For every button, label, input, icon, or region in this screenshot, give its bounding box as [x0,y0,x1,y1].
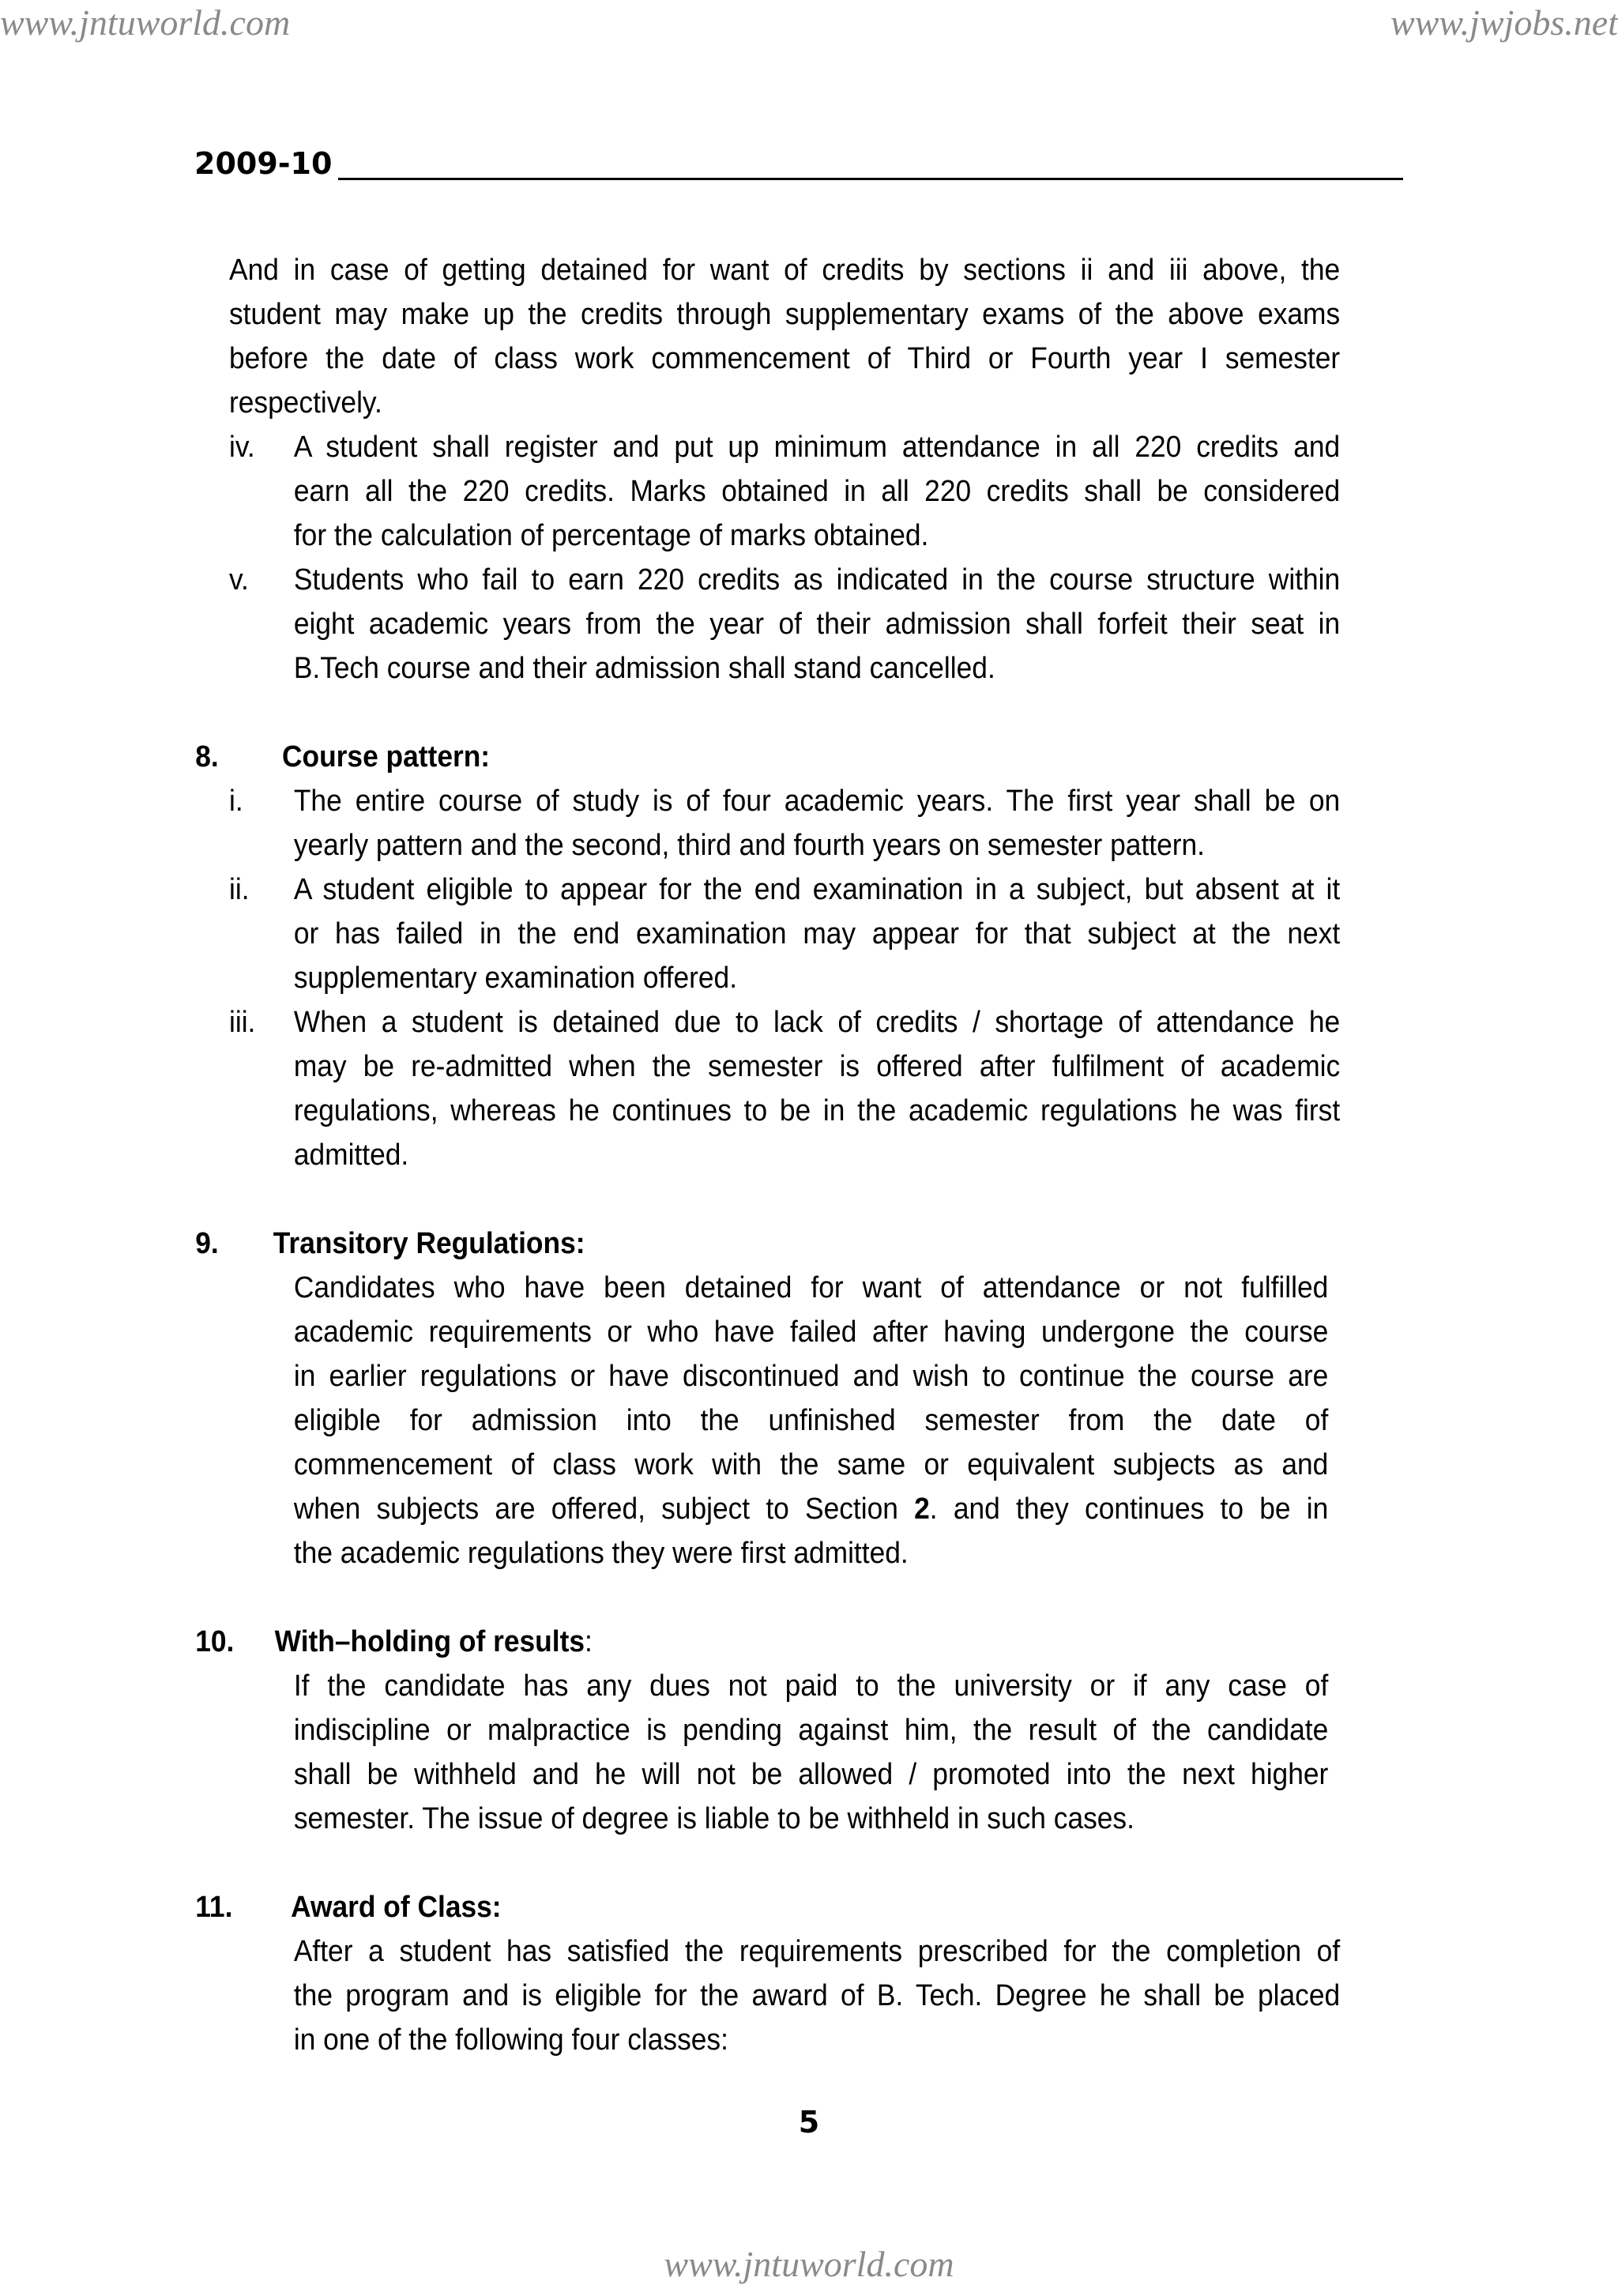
section-title: Transitory Regulations: [273,1227,585,1260]
header-rule [338,178,1403,180]
item-line: yearly pattern and the second, third and fourth years on semester pattern. [293,829,1205,862]
body-line: If the candidate has any dues not paid to the university or if any case of [293,1669,1329,1703]
header-year: 2009-10 [194,146,333,181]
intro-line: respectively. [229,386,382,420]
section-title: With–holding of results [274,1625,585,1658]
body-line: semester. The issue of degree is liable to be withheld in such cases. [293,1802,1134,1835]
body-line: After a student has satisfied the requirements prescribed for the completion of [293,1935,1341,1968]
item-line: or has failed in the end examination may appear for that subject at the next [293,917,1341,950]
section-title: Award of Class: [291,1891,502,1924]
item-line: B.Tech course and their admission shall stand cancelled. [293,652,995,685]
section-9-body [229,1266,1340,1575]
section-9-heading [195,1221,1340,1266]
item-line: Students who fail to earn 220 credits as indicated in the course structure within [293,563,1341,597]
item-line: When a student is detained due to lack of credits / shortage of attendance he [293,1006,1341,1039]
section-8-heading [195,735,1340,779]
section-11-body [229,1929,1340,2062]
section-number: 9. [195,1227,219,1260]
body-line: shall be withheld and he will not be allowed / promoted into the next higher [293,1758,1329,1791]
section-10-heading [195,1620,1340,1664]
watermark-top-left: www.jntuworld.com [0,2,291,43]
item-line: for the calculation of percentage of marks obtained. [293,519,929,552]
list-item-ii [229,868,1340,1000]
section-11-heading [195,1885,1340,1929]
item-line: A student eligible to appear for the end examination in a subject, but absent at it [293,873,1341,906]
page-content [195,248,1341,2062]
intro-paragraph [229,248,1340,425]
item-line: supplementary examination offered. [293,962,738,995]
body-line: eligible for admission into the unfinished semester from the date of [293,1404,1329,1437]
intro-line: before the date of class work commencement of Third or Fourth year I semester [229,342,1341,375]
item-line: earn all the 220 credits. Marks obtained in all 220 credits shall be considered [293,475,1341,508]
body-line: the program and is eligible for the award of B. Tech. Degree he shall be placed [293,1979,1341,2012]
item-number: v. [229,563,249,597]
item-number: ii. [229,873,250,906]
watermark-top-right: www.jwjobs.net [1390,2,1618,43]
section-number: 10. [195,1625,235,1658]
body-line: indiscipline or malpractice is pending against him, the result of the candidate [293,1714,1329,1747]
item-line: may be re-admitted when the semester is offered after fulfilment of academic [293,1050,1341,1083]
body-line: when subjects are offered, subject to Section 2. and they continues to be in [293,1492,1329,1526]
list-item-iii [229,1000,1340,1177]
item-line: The entire course of study is of four academic years. The first year shall be on [293,785,1341,818]
item-number: iv. [229,431,255,464]
body-line: in one of the following four classes: [293,2023,728,2057]
list-item-i [229,779,1340,868]
item-line: admitted. [293,1139,409,1172]
item-number: i. [229,785,243,818]
body-line: Candidates who have been detained for want of attendance or not fulfilled [293,1271,1329,1304]
body-line: in earlier regulations or have discontinued and wish to continue the course are [293,1360,1329,1393]
watermark-bottom: www.jntuworld.com [664,2244,954,2284]
intro-line: And in case of getting detained for want of credits by sections ii and iii above, the [229,254,1341,287]
page-number: 5 [798,2105,820,2140]
body-line: academic requirements or who have failed after having undergone the course [293,1315,1329,1349]
intro-line: student may make up the credits through supplementary exams of the above exams [229,298,1341,331]
section-title: Course pattern: [281,740,491,773]
section-number: 8. [195,740,219,773]
body-line: the academic regulations they were first admitted. [293,1537,909,1570]
list-item-iv [229,425,1340,558]
body-line: commencement of class work with the same or equivalent subjects as and [293,1448,1329,1481]
item-line: eight academic years from the year of their admission shall forfeit their seat in [293,608,1341,641]
item-line: regulations, whereas he continues to be in the academic regulations he was first [293,1094,1341,1127]
item-number: iii. [229,1006,256,1039]
section-number: 11. [195,1891,233,1924]
list-item-v [229,558,1340,691]
section-title-colon: : [584,1625,593,1658]
section-10-body [229,1664,1340,1841]
item-line: A student shall register and put up minimum attendance in all 220 credits and [293,431,1341,464]
